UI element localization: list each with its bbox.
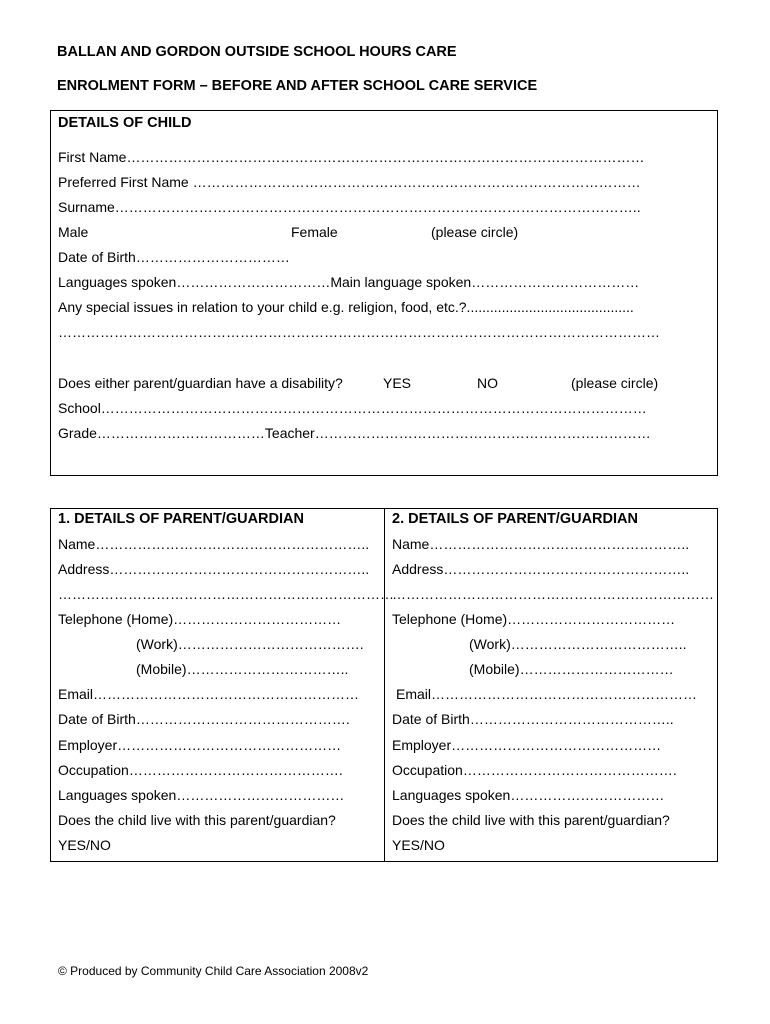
column-divider — [384, 509, 385, 861]
female-option[interactable]: Female — [291, 224, 338, 240]
parent2-phone-home-field[interactable]: Telephone (Home)……………………………… — [392, 611, 676, 627]
child-details-section — [50, 110, 718, 476]
parent-details-section — [50, 508, 718, 862]
gender-circle-note: (please circle) — [431, 224, 519, 240]
disability-circle-note: (please circle) — [571, 375, 659, 391]
parent1-address-continued[interactable]: ……………………………………………………………… — [58, 586, 394, 602]
parent2-phone-mobile-field[interactable]: (Mobile)…………………………… — [469, 661, 674, 677]
parent1-dob-field[interactable]: Date of Birth………………………………………. — [58, 711, 350, 727]
disability-question: Does either parent/guardian have a disability? — [58, 375, 343, 391]
parent2-occupation-field[interactable]: Occupation………………………………………. — [392, 762, 677, 778]
parent2-name-field[interactable]: Name……………………………………………….. — [392, 536, 690, 552]
languages-field[interactable]: Languages spoken……………………………Main language spoken……………………………… — [58, 274, 640, 290]
disability-no-option[interactable]: NO — [477, 375, 498, 391]
preferred-name-field[interactable]: Preferred First Name …………………………………………………………………………………… — [58, 174, 641, 190]
parent1-occupation-field[interactable]: Occupation………………………………………. — [58, 762, 343, 778]
parent2-languages-field[interactable]: Languages spoken…………………………… — [392, 787, 665, 803]
child-dob-field[interactable]: Date of Birth…………………………… — [58, 249, 290, 265]
form-title: ENROLMENT FORM – BEFORE AND AFTER SCHOOL CARE SERVICE — [57, 78, 538, 94]
parent2-dob-field[interactable]: Date of Birth…………………………………….. — [392, 711, 674, 727]
parent1-yesno-option[interactable]: YES/NO — [58, 837, 111, 853]
parent2-phone-work-field[interactable]: (Work)……………………………….. — [469, 636, 687, 652]
special-issues-field[interactable]: Any special issues in relation to your child e.g. religion, food, etc.?........................................... — [58, 299, 634, 315]
grade-teacher-field[interactable]: Grade………………………………Teacher……………………………………………………………… — [58, 425, 651, 441]
parent2-address-field[interactable]: Address…………………………………………….. — [392, 561, 690, 577]
parent1-email-field[interactable]: Email………………………………………………… — [58, 686, 360, 702]
parent2-lives-with-question: Does the child live with this parent/guardian? — [392, 812, 670, 828]
parent1-phone-mobile-field[interactable]: (Mobile)…………………………….. — [136, 661, 349, 677]
org-title: BALLAN AND GORDON OUTSIDE SCHOOL HOURS CARE — [57, 44, 457, 60]
special-issues-continued[interactable]: ………………………………………………………………………………………………………………… — [58, 324, 660, 340]
disability-yes-option[interactable]: YES — [383, 375, 412, 391]
parent1-employer-field[interactable]: Employer………………………………………… — [58, 737, 342, 753]
parent2-address-continued[interactable]: …………………………………………………………… — [392, 586, 714, 602]
school-field[interactable]: School……………………………………………………………………………………………………… — [58, 400, 647, 416]
surname-field[interactable]: Surname………………………………………………………………………………………………….. — [58, 199, 641, 215]
footer-credit: © Produced by Community Child Care Association 2008v2 — [58, 964, 369, 978]
parent1-phone-work-field[interactable]: (Work)…………………………………. — [136, 636, 364, 652]
parent1-phone-home-field[interactable]: Telephone (Home)……………………………… — [58, 611, 342, 627]
child-details-heading: DETAILS OF CHILD — [58, 115, 192, 131]
parent1-name-field[interactable]: Name………………………………………………….. — [58, 536, 370, 552]
parent1-address-field[interactable]: Address……………………………………………….. — [58, 561, 370, 577]
parent1-lives-with-question: Does the child live with this parent/guardian? — [58, 812, 336, 828]
parent1-heading: 1. DETAILS OF PARENT/GUARDIAN — [58, 511, 304, 527]
parent1-languages-field[interactable]: Languages spoken……………………………… — [58, 787, 345, 803]
first-name-field[interactable]: First Name………………………………………………………………………………………………… — [58, 149, 645, 165]
parent2-heading: 2. DETAILS OF PARENT/GUARDIAN — [392, 511, 638, 527]
parent2-employer-field[interactable]: Employer……………………………………… — [392, 737, 662, 753]
parent2-yesno-option[interactable]: YES/NO — [392, 837, 445, 853]
male-option[interactable]: Male — [58, 224, 89, 240]
parent2-email-field[interactable]: Email………………………………………………… — [396, 686, 698, 702]
